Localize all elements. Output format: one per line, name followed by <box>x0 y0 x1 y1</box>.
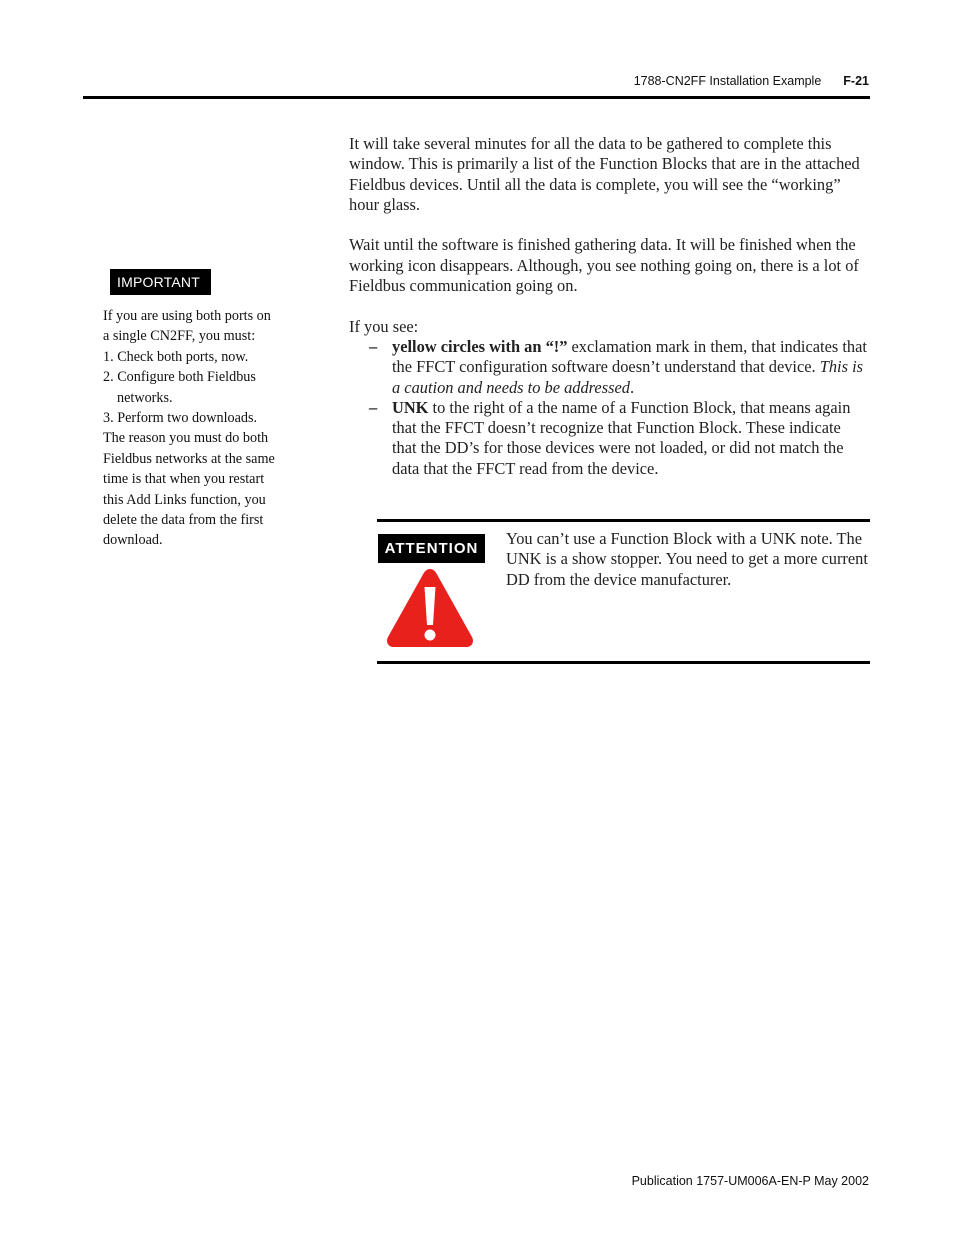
bullet-dash: – <box>369 397 378 417</box>
paragraph-wait: Wait until the software is finished gathering data. It will be finished when the working icon disappears. Although, you see nothing going on, there is a lot of Fieldbus communication going on. <box>349 235 859 296</box>
bullet-bold: yellow circles with an “!” <box>392 336 568 356</box>
header-rule <box>83 96 870 99</box>
important-note <box>103 306 303 551</box>
bullet-text: to the right of a the name of a Function Block, that means again that the FFCT doesn’t recognize that Function Block. These indicate that the DD’s for those devices were not loaded, or did not match the data that the FFCT read from the device. <box>392 397 851 478</box>
important-line: 1. Check both ports, now. <box>103 348 249 365</box>
attention-top-rule <box>377 519 870 522</box>
paragraph-if-you-see: If you see: <box>349 316 419 336</box>
footer-publication: Publication 1757-UM006A-EN-P May 2002 <box>631 1174 869 1188</box>
attention-label: ATTENTION <box>378 534 485 563</box>
page-number: F-21 <box>843 74 869 88</box>
important-line: networks. <box>117 389 173 406</box>
main-content <box>349 134 869 479</box>
bullet-italic: This is a caution and needs to be addressed <box>392 357 864 397</box>
important-line: a single CN2FF, you must: <box>103 328 256 345</box>
warning-triangle-icon <box>383 565 477 651</box>
paragraph-gathering: It will take several minutes for all the data to be gathered to complete this window. This is primarily a list of the Function Blocks that are in the attached Fieldbus devices. Until all the data is complete, you will see the “working” hour glass. <box>349 134 860 214</box>
important-line: time is that when you restart <box>103 471 265 488</box>
bullet-tail: . <box>629 377 635 397</box>
bullet-text: exclamation mark in them, that indicates that the FFCT configuration software doesn’t understand that device. <box>392 336 867 377</box>
attention-text: You can’t use a Function Block with a UNK note. The UNK is a show stopper. You need to get a more current DD from the device manufacturer. <box>506 529 868 589</box>
list-item <box>349 398 869 479</box>
important-line: 2. Configure both Fieldbus <box>103 369 256 386</box>
important-line: Fieldbus networks at the same <box>103 450 275 467</box>
important-line: delete the data from the first <box>103 512 264 529</box>
attention-bottom-rule <box>377 661 870 664</box>
bullet-list <box>349 337 869 479</box>
header-title: 1788-CN2FF Installation Example <box>633 74 822 88</box>
list-item <box>349 337 869 398</box>
important-line: If you are using both ports on <box>103 308 271 324</box>
bullet-bold: UNK <box>392 397 429 417</box>
important-label: IMPORTANT <box>110 269 211 295</box>
exclamation-dot <box>425 630 436 641</box>
important-line: 3. Perform two downloads. <box>103 410 258 427</box>
important-line: this Add Links function, you <box>103 491 266 508</box>
bullet-dash: – <box>369 336 378 356</box>
running-header <box>634 74 869 88</box>
important-line: The reason you must do both <box>103 430 269 447</box>
important-line: download. <box>103 532 163 549</box>
